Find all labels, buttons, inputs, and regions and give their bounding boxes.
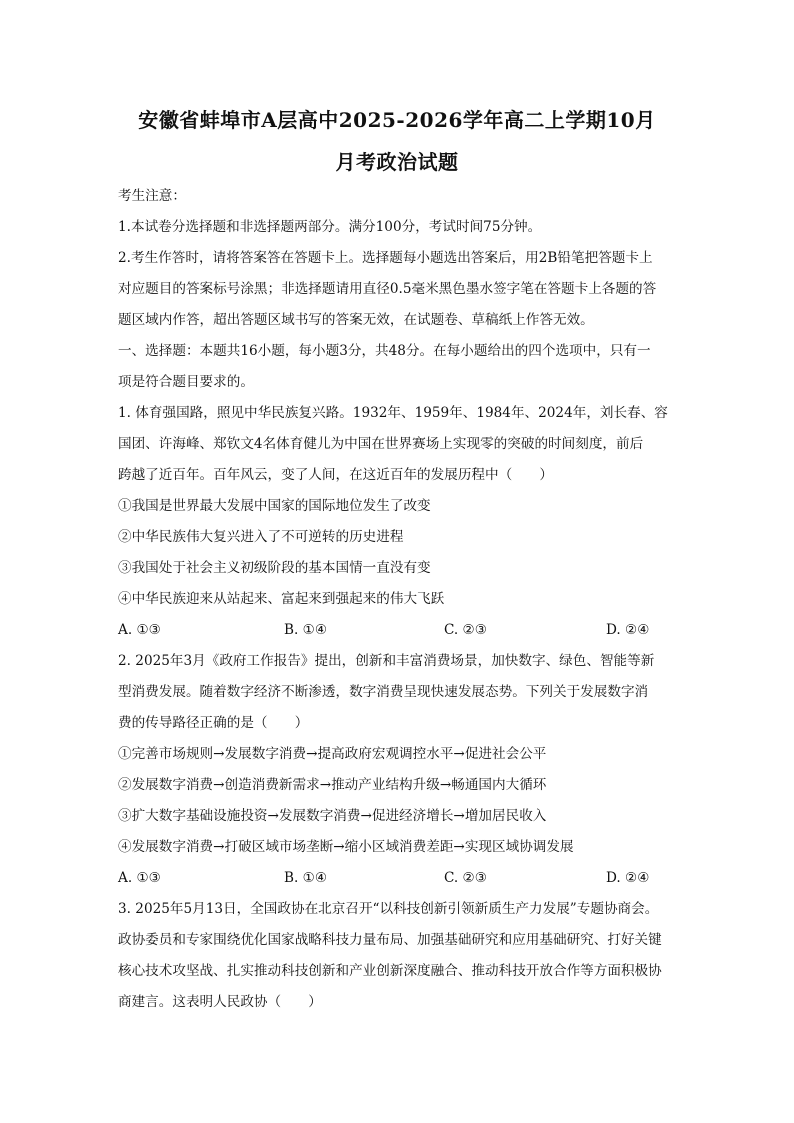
question-1-stem-line3: 跨越了近百年。百年风云，变了人间，在这近百年的发展历程中（ ） [118, 467, 553, 483]
question-2-statement-2: ②发展数字消费→创造消费新需求→推动产业结构升级→畅通国内大循环 [118, 777, 547, 793]
question-3-stem-line2: 政协委员和专家围绕优化国家战略科技力量布局、加强基础研究和应用基础研究、打好关键 [118, 932, 662, 948]
question-3-stem-line3: 核心技术攻坚战、扎实推动科技创新和产业创新深度融合、推动科技开放合作等方面积极协 [118, 963, 662, 979]
question-1-option-d[interactable]: D. ②④ [606, 622, 650, 638]
exam-title-line1: 安徽省蚌埠市A层高中2025-2026学年高二上学期10月 [138, 108, 656, 132]
question-2-option-c[interactable]: C. ②③ [444, 870, 487, 886]
question-2-statement-4: ④发展数字消费→打破区域市场垄断→缩小区域消费差距→实现区域协调发展 [118, 839, 574, 855]
question-3-stem-line1: 3. 2025年5月13日，全国政协在北京召开“以科技创新引领新质生产力发展”专题协商会。 [118, 901, 659, 917]
question-1-options [118, 620, 688, 640]
question-2-option-d[interactable]: D. ②④ [606, 870, 650, 886]
question-1-option-a[interactable]: A. ①③ [118, 622, 161, 638]
section-heading-line2: 项是符合题目要求的。 [118, 374, 254, 390]
notice-heading: 考生注意： [118, 188, 186, 204]
question-3-stem-line4: 商建言。这表明人民政协（ ） [118, 994, 322, 1010]
question-2-statement-1: ①完善市场规则→发展数字消费→提高政府宏观调控水平→促进社会公平 [118, 746, 547, 762]
question-1-statement-3: ③我国处于社会主义初级阶段的基本国情一直没有变 [118, 560, 431, 576]
exam-title-line2: 月考政治试题 [335, 150, 459, 174]
notice-item-2-line3: 题区域内作答，超出答题区域书写的答案无效，在试题卷、草稿纸上作答无效。 [118, 312, 594, 328]
question-2-stem-line3: 费的传导路径正确的是（ ） [118, 715, 309, 731]
notice-item-2-line2: 对应题目的答案标号涂黑；非选择题请用直径0.5毫米黑色墨水签字笔在答题卡上各题的答 [118, 281, 657, 297]
question-1-stem-line2: 国团、许海峰、郑钦文4名体育健儿为中国在世界赛场上实现零的突破的时间刻度，前后 [118, 436, 644, 452]
question-1-statement-1: ①我国是世界最大发展中国家的国际地位发生了改变 [118, 498, 431, 514]
question-2-options [118, 868, 688, 888]
question-1-statement-2: ②中华民族伟大复兴进入了不可逆转的历史进程 [118, 529, 404, 545]
notice-item-1: 1.本试卷分选择题和非选择题两部分。满分100分，考试时间75分钟。 [118, 219, 542, 235]
question-1-stem-line1: 1. 体育强国路，照见中华民族复兴路。1932年、1959年、1984年、2024年，刘长春、容 [118, 405, 668, 421]
question-2-statement-3: ③扩大数字基础设施投资→发展数字消费→促进经济增长→增加居民收入 [118, 808, 547, 824]
question-2-option-a[interactable]: A. ①③ [118, 870, 161, 886]
question-1-option-b[interactable]: B. ①④ [284, 622, 328, 638]
question-2-stem-line1: 2. 2025年3月《政府工作报告》提出，创新和丰富消费场景，加快数字、绿色、智能等新 [118, 653, 655, 669]
question-1-statement-4: ④中华民族迎来从站起来、富起来到强起来的伟大飞跃 [118, 591, 445, 607]
question-2-option-b[interactable]: B. ①④ [284, 870, 328, 886]
question-1-option-c[interactable]: C. ②③ [444, 622, 487, 638]
question-2-stem-line2: 型消费发展。随着数字经济不断渗透，数字消费呈现快速发展态势。下列关于发展数字消 [118, 684, 649, 700]
notice-item-2-line1: 2.考生作答时，请将答案答在答题卡上。选择题每小题选出答案后，用2B铅笔把答题卡上 [118, 250, 653, 266]
section-heading-line1: 一、选择题：本题共16小题，每小题3分，共48分。在每小题给出的四个选项中，只有一 [118, 343, 651, 359]
